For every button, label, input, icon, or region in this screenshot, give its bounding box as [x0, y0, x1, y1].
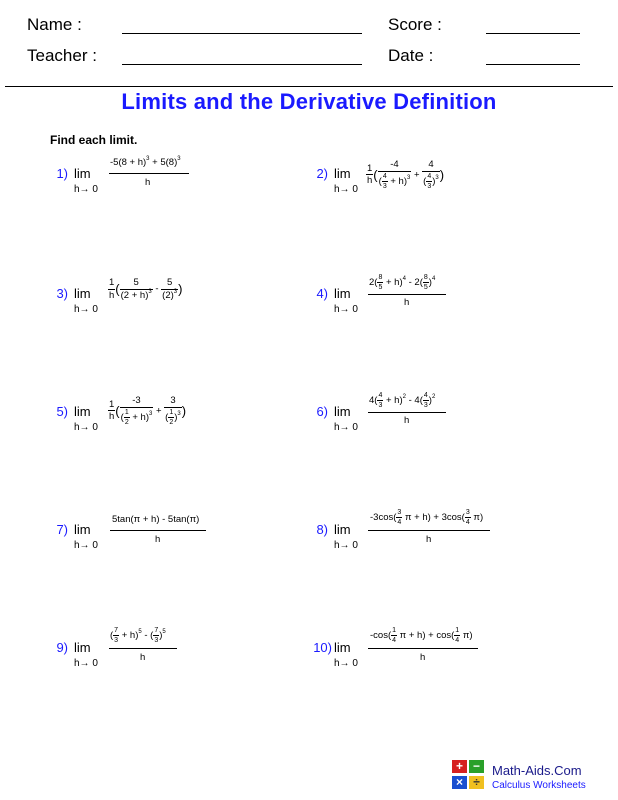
lim-word: lim	[334, 522, 351, 537]
fraction-bar	[368, 412, 446, 413]
lim-approach: h→ 0	[74, 422, 98, 433]
teacher-line[interactable]	[122, 64, 362, 65]
expression: $\frac{1}{h}$ ( -4 ( $\frac{4}{3}$ + h)$^3$ + 4 ( $\frac{4}{3}$ )$^3$ )	[367, 159, 445, 190]
lim-approach: h→ 0	[74, 540, 98, 551]
expression: $\frac{1}{h}$ ( $\frac{5}{(2 + h)^3}$ - $\frac{5}{(2)^3}$ )	[109, 277, 183, 301]
name-line[interactable]	[122, 33, 362, 34]
lim-approach: h→ 0	[334, 184, 358, 195]
fraction-bar	[368, 530, 490, 531]
numerator: 2( $\frac{8}{5}$ + h)$^4$ - 2( $\frac{8}{5}$ )$^4$	[369, 274, 436, 291]
problem-number: 7)	[56, 522, 68, 537]
denominator: h	[404, 415, 410, 426]
denominator: h	[140, 652, 146, 663]
numerator: $-5(8 + h)^3 + 5(8)^3$	[110, 156, 181, 168]
denominator: h	[155, 534, 161, 545]
plus-icon: +	[452, 760, 467, 773]
lim-approach: h→ 0	[334, 540, 358, 551]
expression: $\frac{1}{h}$ ( -3 ( $\frac{1}{2}$ + h)$^3$ + 3 ( $\frac{1}{2}$ )$^3$ )	[109, 395, 187, 426]
date-line[interactable]	[486, 64, 580, 65]
denominator: h	[420, 652, 426, 663]
page-title: Limits and the Derivative Definition	[121, 89, 497, 114]
denominator: h	[145, 177, 151, 188]
date-label: Date :	[388, 46, 434, 65]
lim-approach: h→ 0	[334, 304, 358, 315]
lim-word: lim	[74, 166, 91, 181]
problem-number: 5)	[56, 404, 68, 419]
math-aids-logo	[452, 760, 488, 792]
numerator: ( $\frac{7}{3}$ + h)$^5$ - ( $\frac{7}{3}$ )$^5$	[110, 627, 166, 644]
problem-number: 6)	[316, 404, 328, 419]
lim-approach: h→ 0	[74, 658, 98, 669]
problem-number: 10)	[313, 640, 332, 655]
times-icon: ×	[452, 776, 467, 789]
lim-word: lim	[74, 404, 91, 419]
score-label: Score :	[388, 15, 442, 34]
lim-approach: h→ 0	[74, 304, 98, 315]
numerator: -3cos( $\frac{3}{4}$ π + h) + 3cos( $\frac{3}{4}$ π)	[370, 509, 484, 526]
numerator: -cos( $\frac{1}{4}$ π + h) + cos( $\frac{1}{4}$ π)	[370, 627, 473, 644]
fraction-bar	[110, 530, 206, 531]
lim-approach: h→ 0	[74, 184, 98, 195]
lim-word: lim	[334, 286, 351, 301]
denominator: h	[404, 297, 410, 308]
instructions: Find each limit.	[50, 133, 138, 147]
lim-word: lim	[334, 166, 351, 181]
denominator: h	[426, 534, 432, 545]
lim-word: lim	[74, 286, 91, 301]
lim-word: lim	[334, 640, 351, 655]
score-line[interactable]	[486, 33, 580, 34]
lim-word: lim	[74, 640, 91, 655]
header-rule	[5, 86, 613, 87]
fraction-bar	[109, 173, 189, 174]
divide-icon: ÷	[469, 776, 484, 789]
site-subtitle: Calculus Worksheets	[492, 780, 586, 791]
fraction-bar	[368, 648, 478, 649]
lim-word: lim	[334, 404, 351, 419]
name-label: Name :	[27, 15, 82, 34]
problem-number: 8)	[316, 522, 328, 537]
numerator: 5tan(π + h) - 5tan(π)	[112, 514, 200, 525]
lim-word: lim	[74, 522, 91, 537]
minus-icon: −	[469, 760, 484, 773]
problem-number: 4)	[316, 286, 328, 301]
lim-approach: h→ 0	[334, 658, 358, 669]
fraction-bar	[109, 648, 177, 649]
fraction-bar	[368, 294, 446, 295]
problem-number: 9)	[56, 640, 68, 655]
problem-number: 2)	[316, 166, 328, 181]
problem-number: 1)	[56, 166, 68, 181]
lim-approach: h→ 0	[334, 422, 358, 433]
numerator: 4( $\frac{4}{3}$ + h)$^2$ - 4( $\frac{4}{3}$ )$^2$	[369, 392, 436, 409]
problem-number: 3)	[56, 286, 68, 301]
site-name[interactable]: Math-Aids.Com	[492, 763, 582, 778]
teacher-label: Teacher :	[27, 46, 97, 65]
